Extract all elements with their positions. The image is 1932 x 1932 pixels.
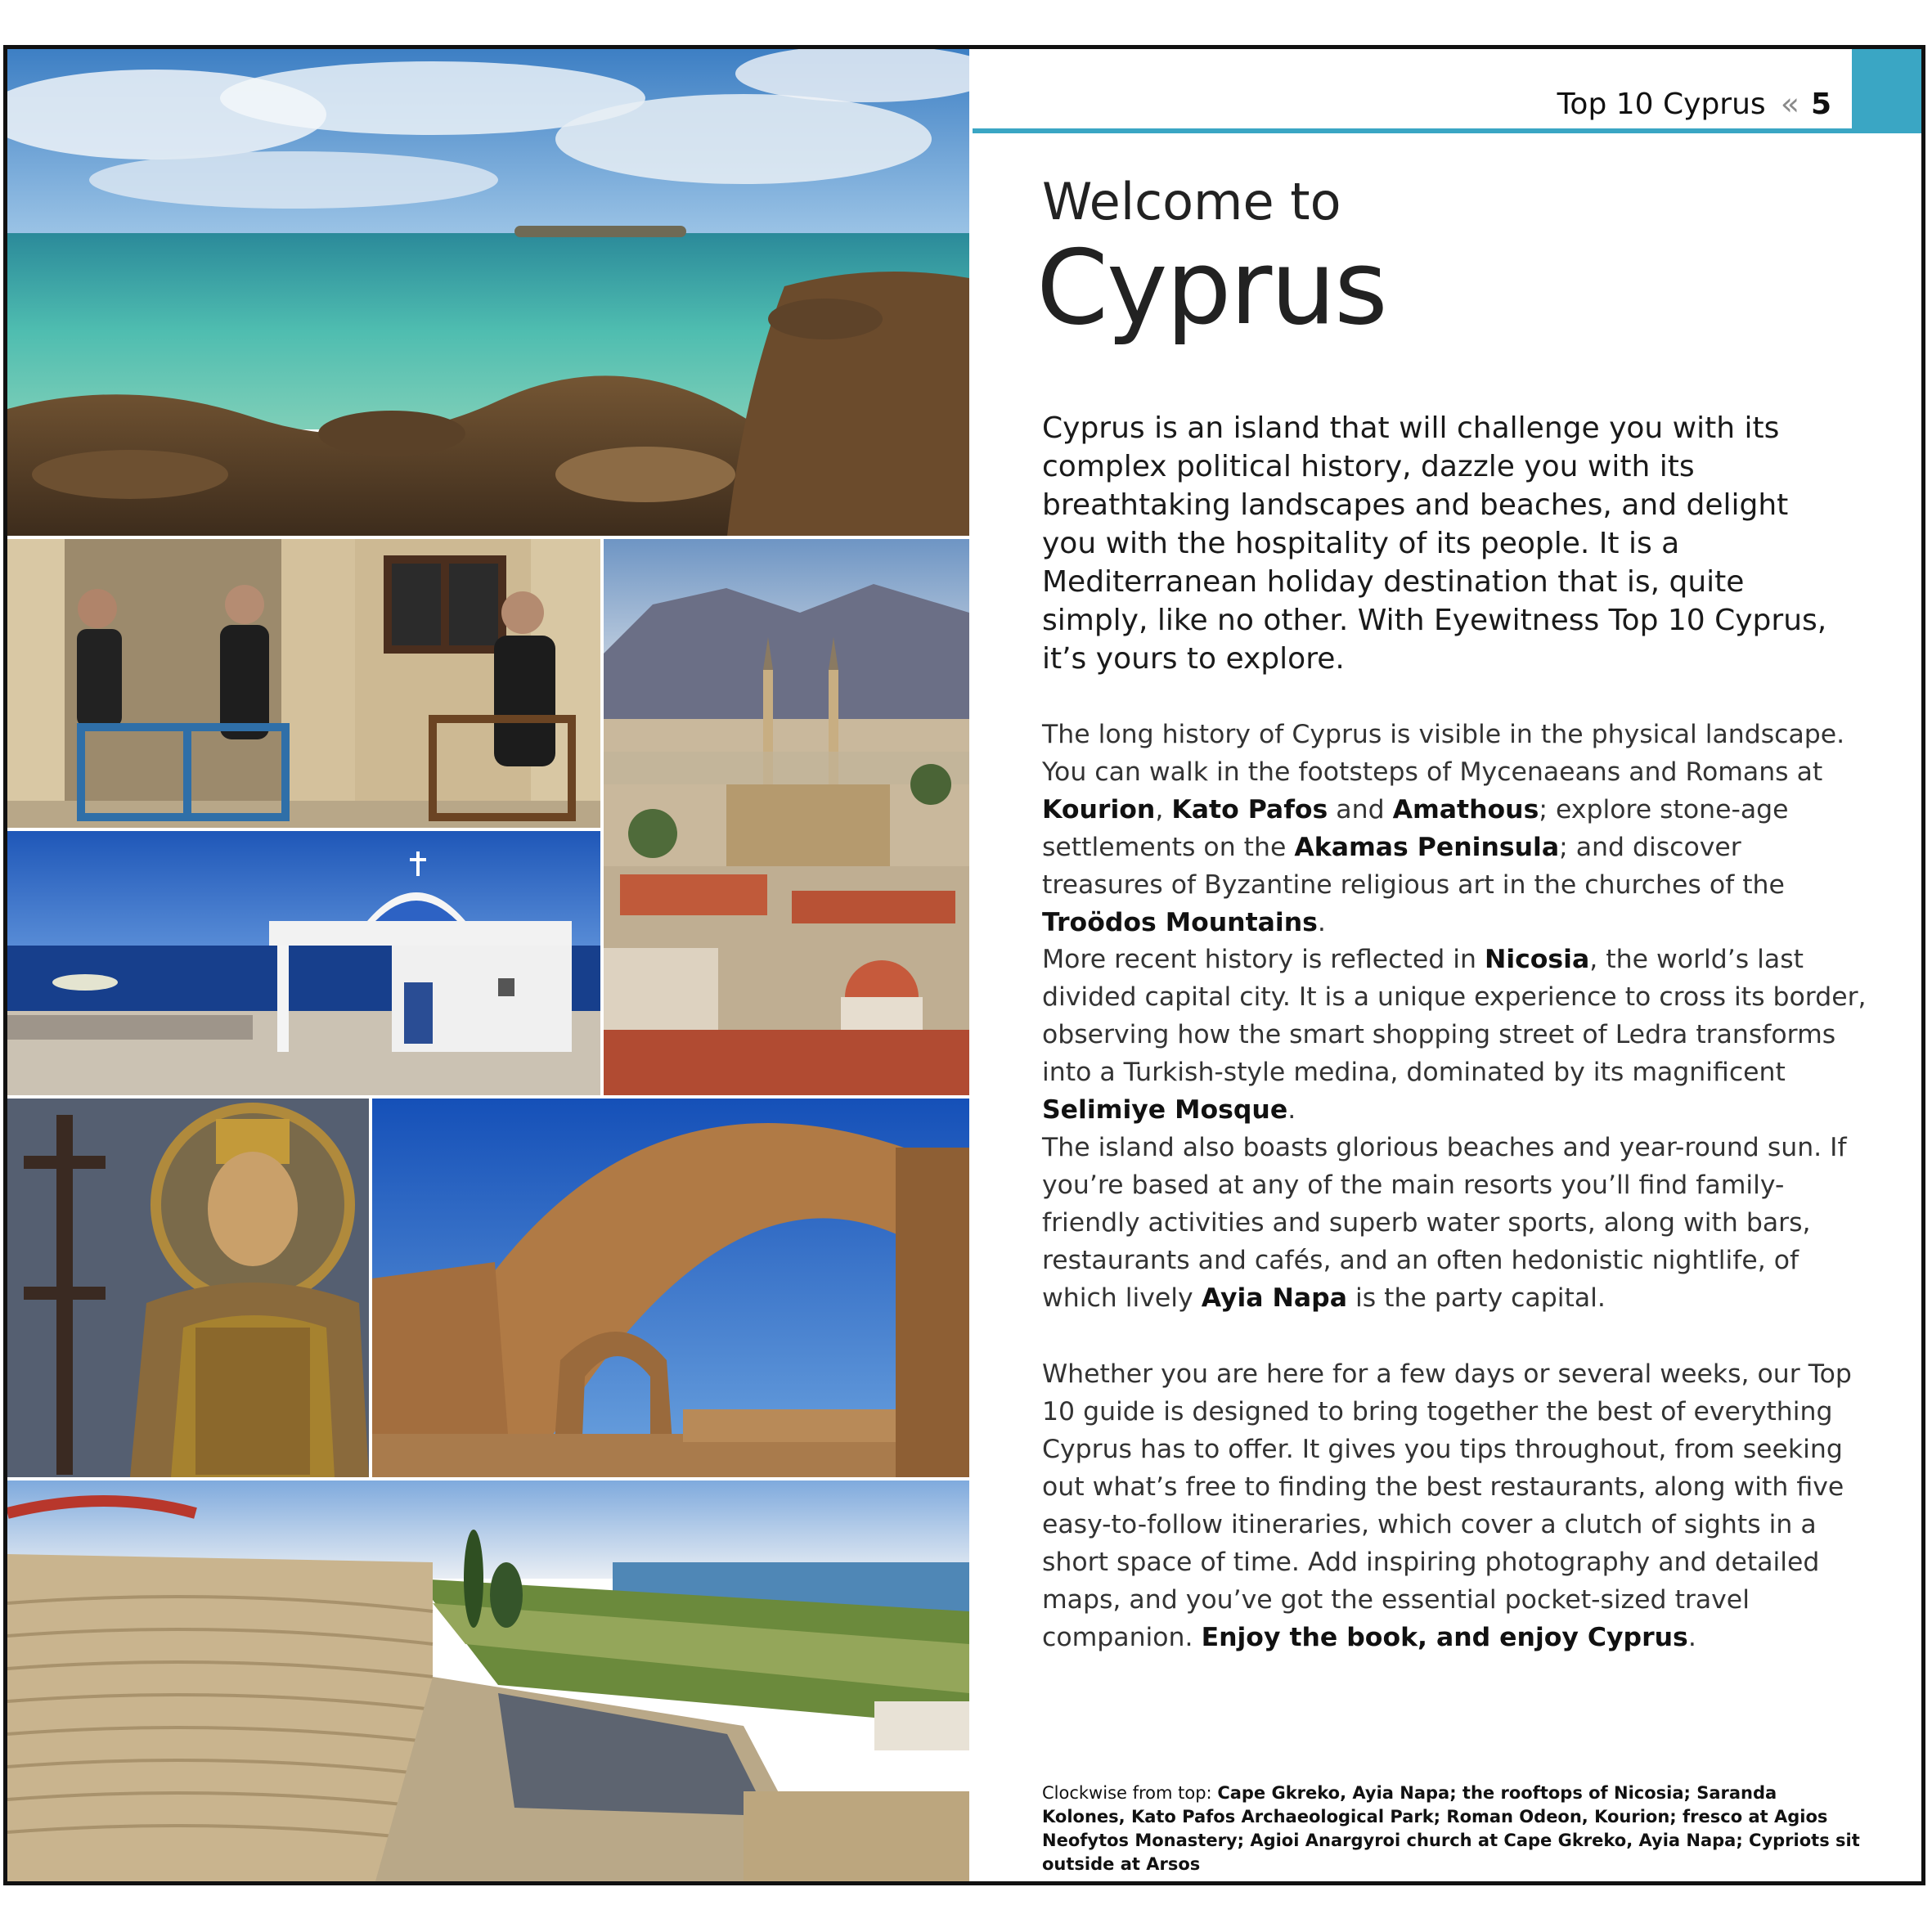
photo-cypriots-arsos [7,539,600,828]
lead-paragraph: Cyprus is an island that will challenge you with its complex political history, dazzle you with its breathtaking landscapes and beaches, and delight you with the hospitality of its people. It is a Mediterranean holiday destination that is, quite simply, like no other. With Eyewitness Top 10 Cyprus, it’s yours to explore. [1042,411,1827,676]
caption-text: Cape Gkreko, Ayia Napa; the rooftops of Nicosia; Saranda Kolones, Kato Pafos Archaeological Park; Roman Odeon, Kourion; fresco at Agios Neofytos Monastery; Agioi Anargyroi church at Cape Gkreko, Ayia Napa; Cypriots sit outside at Arsos [1042,1783,1860,1874]
place-ayia-napa: Ayia Napa [1201,1283,1347,1313]
place-kato-pafos: Kato Pafos [1171,795,1328,824]
photo-cape-gkreko [7,49,969,536]
caption-prefix: Clockwise from top: [1042,1783,1218,1803]
place-troodos-mountains: Troödos Mountains [1042,908,1318,937]
chevron-icon: « [1780,86,1796,122]
photo-caption [1042,1781,1860,1876]
place-selimiye-mosque: Selimiye Mosque [1042,1095,1288,1125]
place-amathous: Amathous [1392,795,1539,824]
place-kourion: Kourion [1042,795,1156,824]
header-rule [973,128,1868,133]
section-title: Top 10 Cyprus [1557,87,1766,121]
body-paragraph-guide: Whether you are here for a few days or several weeks, our Top 10 guide is designed to bring together the best of everything Cyprus has to offer. It gives you tips throughout, from seeking out what’s free to finding the best restaurants, along with five easy-to-follow itineraries, which cover a clutch of sights in a short space of time. Add inspiring photography and detailed maps, and you’ve got the essential pocket-sized travel companion. Enjoy the book, and enjoy Cyprus. [1042,1359,1852,1652]
photo-agioi-anargyroi-church [7,831,600,1095]
photo-collage [7,49,969,1881]
photo-nicosia-rooftops [604,539,969,1095]
place-nicosia: Nicosia [1484,945,1590,974]
photo-roman-odeon-kourion [7,1480,969,1881]
body-paragraph-nicosia: More recent history is reflected in Nicosia, the world’s last divided capital city. It is a unique experience to cross its border, observing how the smart shopping street of Ledra transforms into a Turkish-style medina, dominated by its magnificent Selimiye Mosque. [1042,945,1867,1125]
running-head [1557,86,1831,122]
body-paragraph-beaches: The island also boasts glorious beaches and year-round sun. If you’re based at any of the main resorts you’ll find family-friendly activities and superb water sports, along with bars, restaurants and cafés, and an often hedonistic nightlife, of which lively Ayia Napa is the party capital. [1042,1133,1847,1313]
book-page [3,45,1925,1885]
welcome-heading: Welcome to [1042,172,1341,231]
header-color-tab [1852,49,1921,133]
body-paragraph-history: The long history of Cyprus is visible in the physical landscape. You can walk in the footsteps of Mycenaeans and Romans at Kourion, Kato Pafos and Amathous; explore stone-age settlements on the Akamas Peninsula; and discover treasures of Byzantine religious art in the churches of the Troödos Mountains. [1042,720,1845,937]
page-number: 5 [1810,87,1831,121]
page-title: Cyprus [1036,227,1386,348]
closing-phrase: Enjoy the book, and enjoy Cyprus [1201,1623,1688,1652]
photo-fresco-agios-neofytos [7,1099,369,1477]
place-akamas-peninsula: Akamas Peninsula [1294,833,1560,862]
photo-saranda-kolones [372,1099,969,1477]
